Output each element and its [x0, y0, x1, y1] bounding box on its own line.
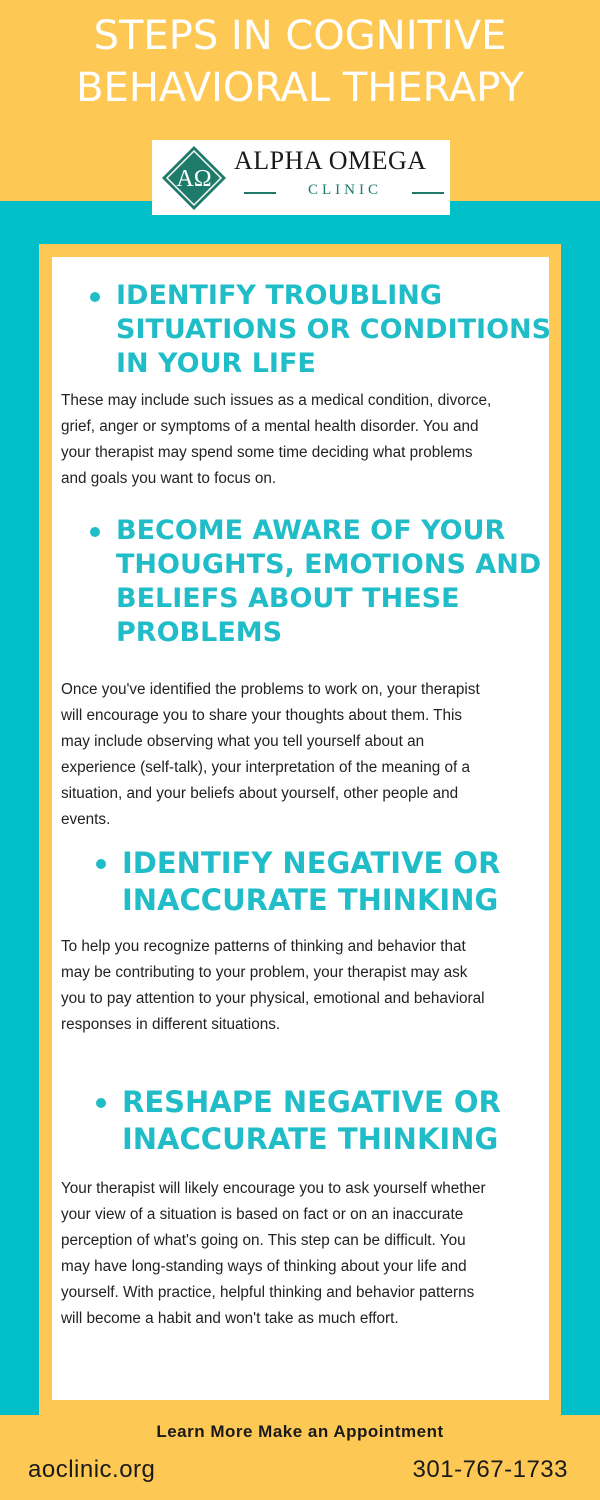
logo-subtitle: [244, 182, 444, 202]
bullet-icon: [90, 292, 100, 302]
bullet-icon: [96, 859, 106, 869]
page-title-line: STEPS IN COGNITIVE: [93, 13, 507, 59]
bullet-icon: [90, 527, 100, 537]
footer-cta: Learn More Make an Appointment: [156, 1422, 444, 1441]
website-link[interactable]: aoclinic.org: [28, 1456, 156, 1483]
section-heading: IDENTIFY NEGATIVE OR INACCURATE THINKING: [122, 845, 500, 919]
section-body: Your therapist will likely encourage you to ask yourself whether your view of a situation is based on fact or on an inaccurate perception of what's going on. This step can be difficult. You may have long-standing ways of thinking about your life and yourself. With practice, helpful thinking and behavior patterns will become a habit and won't take as much effort.: [61, 1180, 486, 1327]
bullet-icon: [96, 1098, 106, 1108]
logo-subtitle-text: CLINIC: [308, 182, 382, 198]
section-body: To help you recognize patterns of thinking and behavior that may be contributing to your problem, your therapist may ask you to pay attention to your physical, emotional and behavioral responses in different situations.: [61, 938, 485, 1033]
clinic-logo: [152, 140, 450, 215]
logo-name: ALPHA OMEGA: [234, 146, 427, 175]
section-heading: IDENTIFY TROUBLING SITUATIONS OR CONDITIONS IN YOUR LIFE: [116, 279, 551, 381]
page-title-line: BEHAVIORAL THERAPY: [76, 65, 524, 111]
section-heading: BECOME AWARE OF YOUR THOUGHTS, EMOTIONS AND BELIEFS ABOUT THESE PROBLEMS: [116, 514, 541, 650]
phone-number[interactable]: 301-767-1733: [412, 1456, 568, 1483]
section-body: These may include such issues as a medical condition, divorce, grief, anger or symptoms of a mental health disorder. You and your therapist may spend some time deciding what problems and goals you want to focus on.: [61, 392, 492, 487]
page-title: [0, 10, 600, 114]
alpha-omega-logo-icon: [160, 144, 228, 212]
section-body: Once you've identified the problems to work on, your therapist will encourage you to share your thoughts about them. This may include observing what you tell yourself about an experience (self-talk), your interpretation of the meaning of a situation, and your beliefs about yourself, other people and events.: [61, 681, 480, 828]
logo-monogram: AΩ: [176, 166, 212, 192]
section-heading: RESHAPE NEGATIVE OR INACCURATE THINKING: [122, 1084, 501, 1158]
